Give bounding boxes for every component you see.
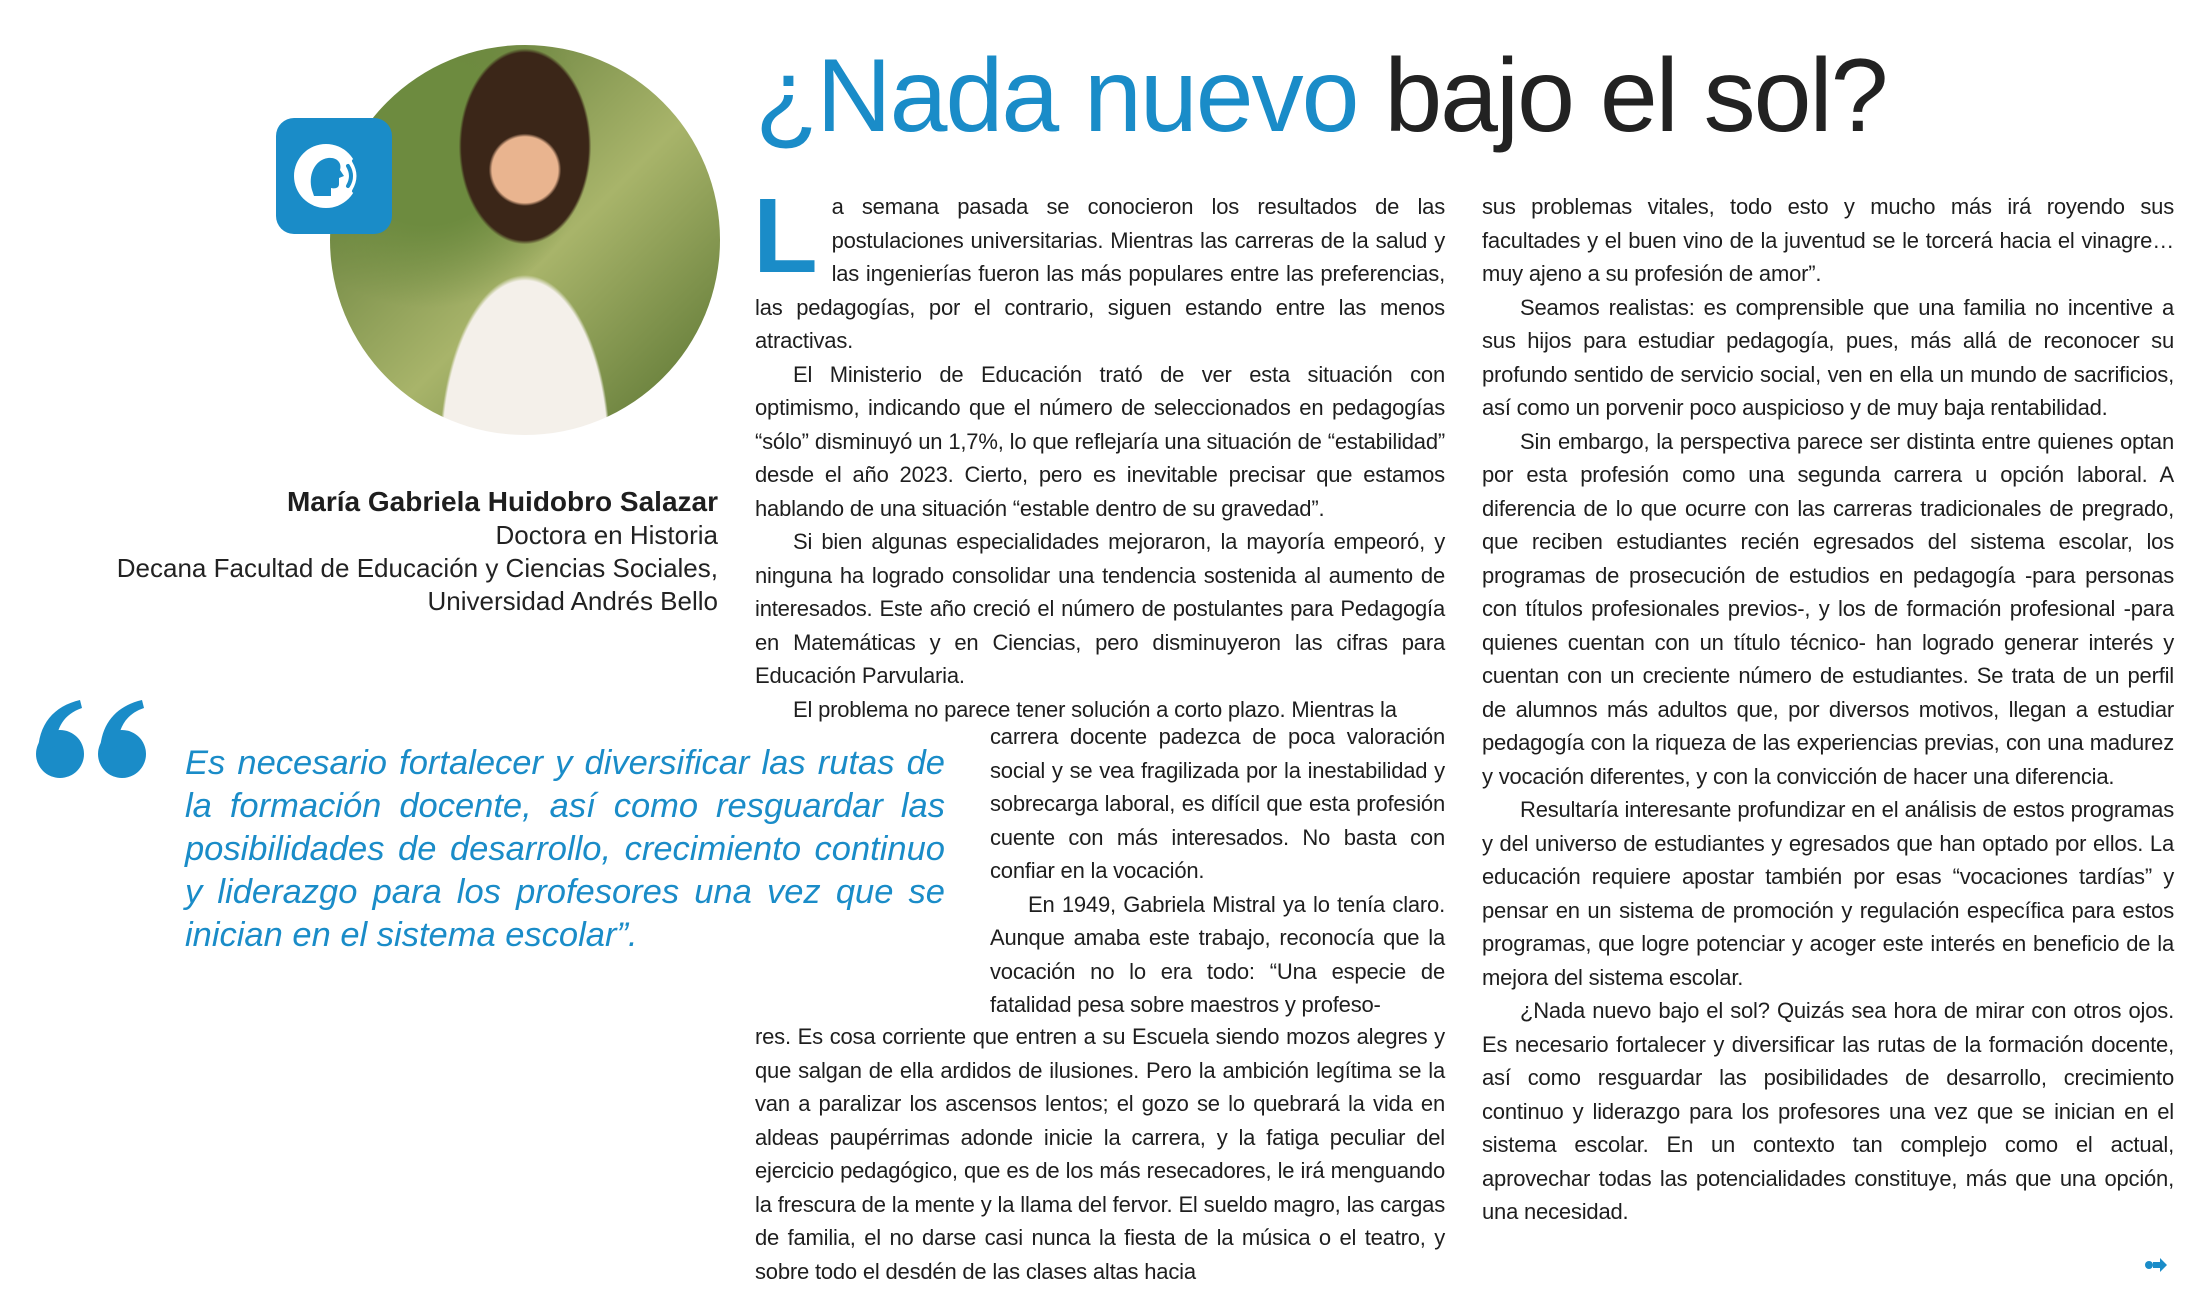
article-paragraph: Resultaría interesante profundizar en el análisis de estos programas y del universo de estudiantes y egresados que han optado por ellos. La educación requiere apostar también por esas “vocaciones tardías” y pensar en un sistema de promoción y regulación específica para estos programas, que logre potenciar y acoger este interés en beneficio de la mejora del sistema escolar.: [1482, 797, 2174, 990]
end-arrow-icon: [2145, 1258, 2167, 1272]
article-paragraph: carrera docente padezca de poca valoración social y se vea fragilizada por la inestabilidad y sobrecarga laboral, es difícil que esta profesión cuente con más interesados. No basta con confiar en la vocación.: [990, 724, 1445, 883]
article-paragraph: Sin embargo, la perspectiva parece ser distinta entre quienes optan por esta profesión como una segunda carrera u opción laboral. A diferencia de lo que ocurre con las carreras tradicionales de pregrado, que reciben estudiantes recién egresados del sistema escolar, los programas de prosecución de estudios en pedagogía -para personas con títulos profesionales previos-, y los de formación profesional -para quienes cuentan con un título técnico- han logrado generar interés y cuentan con un creciente número de estudiantes. Se trata de un perfil de alumnos más adultos que, por diversos motivos, llegan a estudiar pedagogía con la riqueza de las experiencias previas, con una madurez y vocación diferentes, y con la convicción de hacer una diferencia.: [1482, 428, 2174, 789]
author-photo: [330, 45, 720, 435]
paragraph-text: a semana pasada se conocieron los resultados de las postulaciones universitarias. Mientras las carreras de la salud y las ingenierías fueron las más populares entre las preferencias, las pedagogías, por el contrario, siguen estando entre las menos atractivas.: [755, 194, 1445, 353]
speaking-head-icon: [276, 118, 392, 234]
article-paragraph: En 1949, Gabriela Mistral ya lo tenía claro. Aunque amaba este trabajo, reconocía que la vocación no lo era todo: “Una especie de fatalidad pesa sobre maestros y profeso-: [990, 891, 1445, 1017]
article-column-1-bottom: [755, 1020, 1445, 1288]
author-byline: [117, 485, 718, 618]
pull-quote: Es necesario fortalecer y diversificar las rutas de la formación docente, así como resguardar las posibilidades de desarrollo, crecimiento continuo y liderazgo para los profesores una vez que se inician en el sistema escolar”.: [185, 744, 945, 954]
article-paragraph: sus problemas vitales, todo esto y mucho más irá royendo sus facultades y el buen vino de la juventud se le torcerá hacia el vinagre… muy ajeno a su profesión de amor”.: [1482, 194, 2174, 286]
article-column-2: [1482, 190, 2174, 1229]
article-paragraph: El Ministerio de Educación trató de ver esta situación con optimismo, indicando que el número de seleccionados en pedagogías “sólo” disminuyó un 1,7%, lo que reflejaría una situación de “estabilidad” desde el año 2023. Cierto, pero es inevitable precisar que estamos hablando de una situación “estable dentro de su gravedad”.: [755, 361, 1445, 521]
article-paragraph: res. Es cosa corriente que entren a su Escuela siendo mozos alegres y que salgan de ella ardidos de ilusiones. Pero la ambición legítima se la van a paralizar los ascensos lentos; el gozo se lo quebrará la vida en aldeas paupérrimas adonde inicie la carrera, y la fatiga peculiar del ejercicio pedagógico, que es de los más resecadores, le irá menguando la frescura de la mente y la llama del fervor. El sueldo magro, las cargas de familia, el no darse casi nunca la fiesta de la música o el teatro, y sobre todo el desdén de las clases altas hacia: [755, 1024, 1445, 1284]
headline-rest: bajo el sol?: [1384, 38, 1887, 154]
article-paragraph: [753, 177, 1445, 358]
author-name: María Gabriela Huidobro Salazar: [286, 486, 718, 517]
author-title-3: Universidad Andrés Bello: [427, 586, 718, 616]
article-paragraph: Si bien algunas especialidades mejoraron, la mayoría empeoró, y ninguna ha logrado consolidar una tendencia sostenida al aumento de interesados. Este año creció el número de postulantes para Pedagogía en Matemáticas y en Ciencias, pero disminuyeron las cifras para Educación Parvularia.: [755, 529, 1445, 688]
speaking-head-icon-graphic: [276, 118, 392, 234]
article-column-1-top: [753, 177, 1445, 726]
author-title-2: Decana Facultad de Educación y Ciencias Sociales,: [116, 553, 718, 583]
headline: [755, 38, 1887, 154]
quote-mark-icon: [30, 696, 160, 786]
end-arrow-icon-graphic: [2145, 1258, 2167, 1272]
article-paragraph: Seamos realistas: es comprensible que una familia no incentive a sus hijos para estudiar pedagogía, pues, más allá de reconocer su profundo sentido de servicio social, ven en ella un mundo de sacrificios, así como un porvenir poco auspicioso y de muy baja rentabilidad.: [1482, 294, 2174, 420]
headline-accent: ¿Nada nuevo: [755, 38, 1358, 154]
quote-mark-icon-graphic: [30, 696, 160, 786]
article-column-1-inset: [990, 720, 1445, 1022]
author-title-1: Doctora en Historia: [495, 520, 718, 550]
article-paragraph: El problema no parece tener solución a corto plazo. Mientras la: [793, 696, 1397, 722]
drop-cap: L: [753, 177, 818, 295]
article-paragraph: ¿Nada nuevo bajo el sol? Quizás sea hora de mirar con otros ojos. Es necesario fortalecer y diversificar las rutas de la formación docente, así como resguardar las posibilidades de desarrollo, crecimiento continuo y liderazgo para los profesores una vez que se inician en el sistema escolar. En un contexto tan complejo como el actual, aprovechar todas las potencialidades constituye, más que una opción, una necesidad.: [1482, 998, 2174, 1224]
